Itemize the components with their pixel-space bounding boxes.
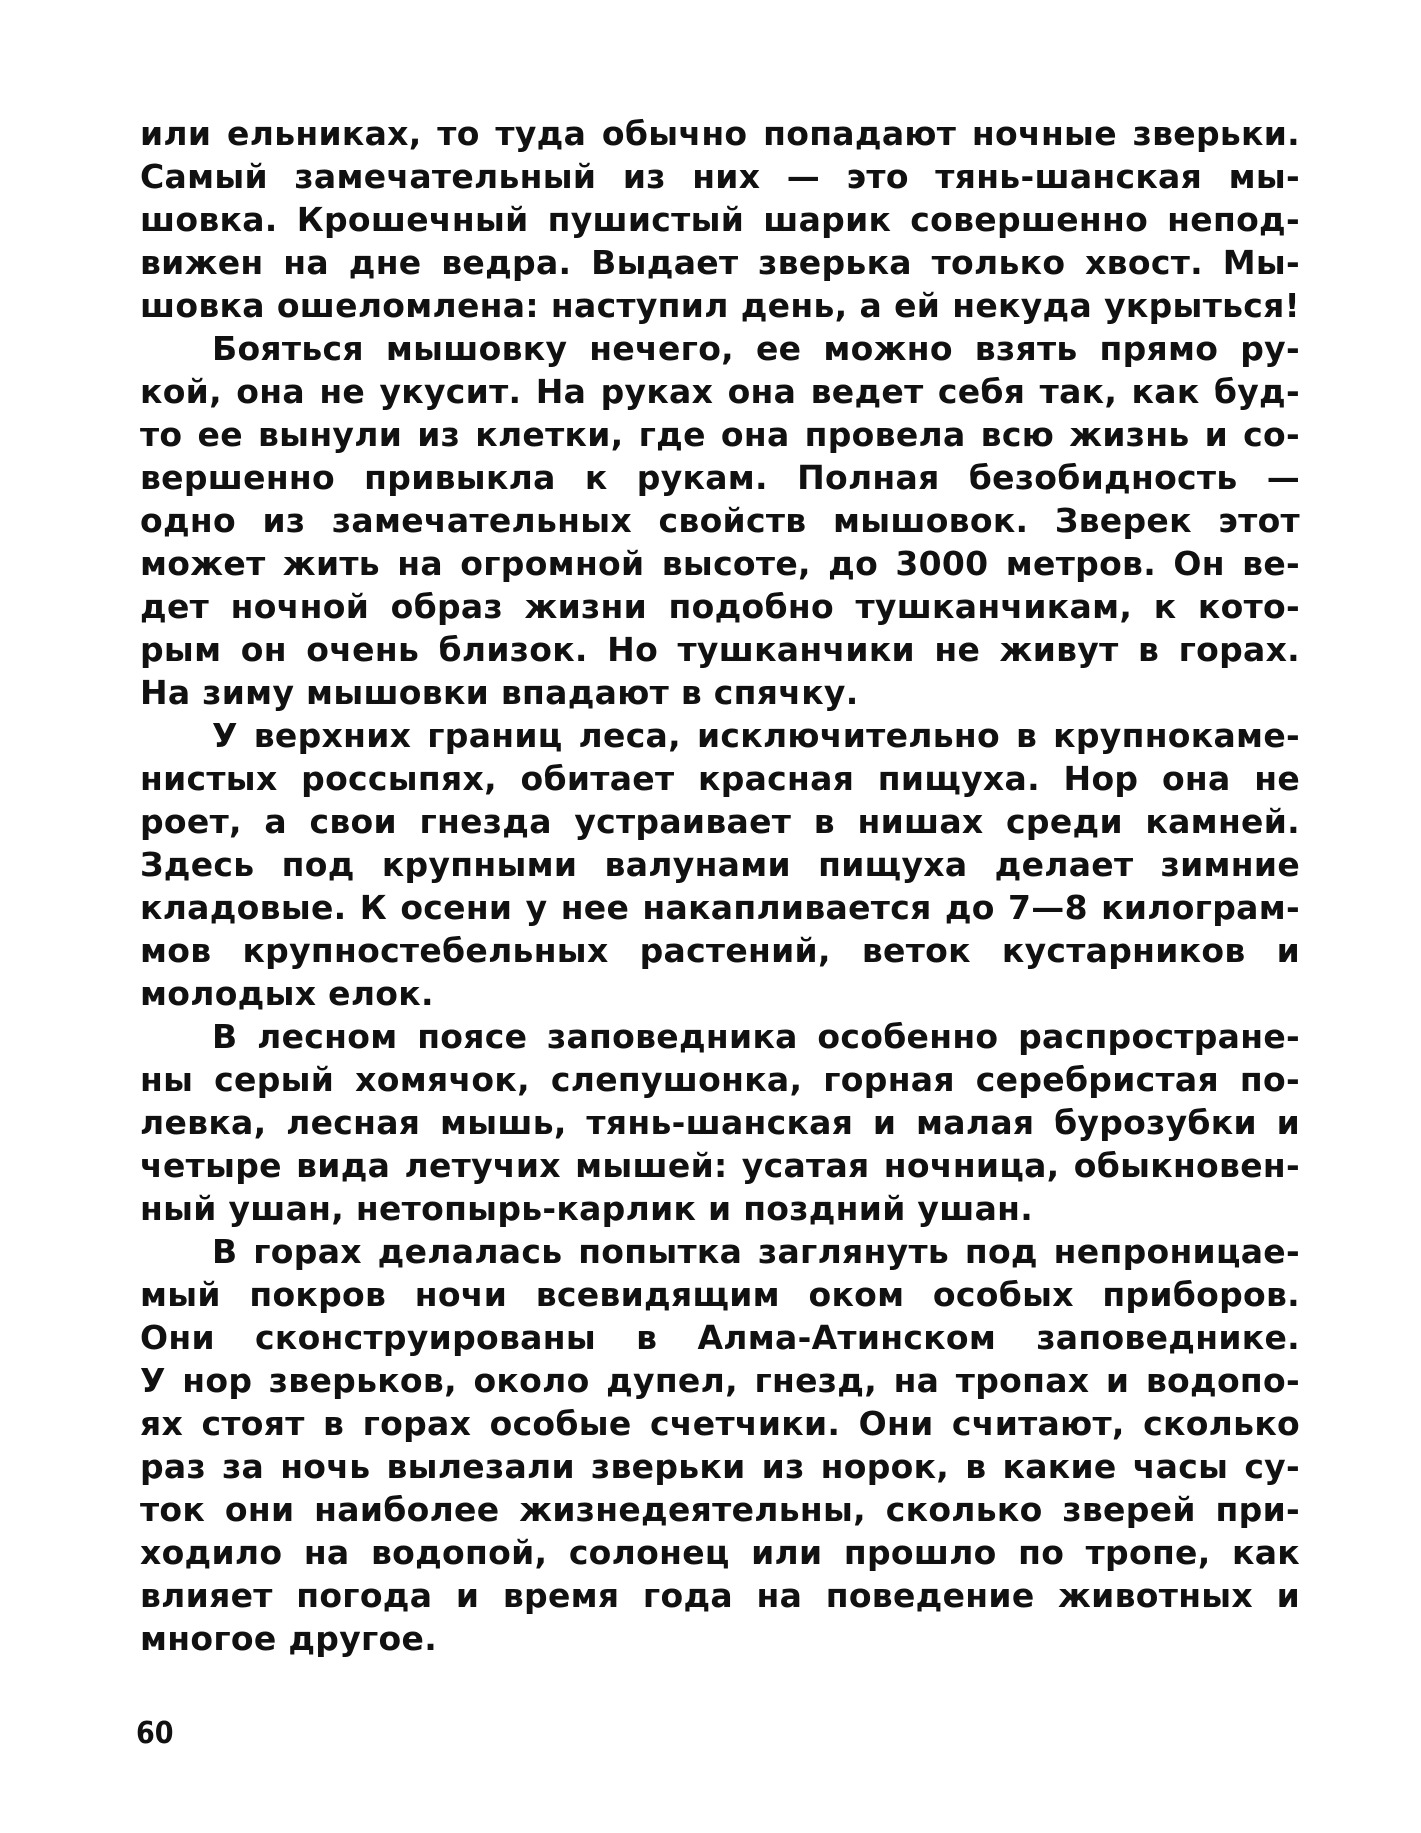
text-line: У нор зверьков, около дупел, гнезд, на тропах и водопо- [140,1361,1300,1400]
text-line: ток они наиболее жизнедеятельны, сколько зверей при- [140,1490,1300,1529]
text-line: ный ушан, нетопырь-карлик и поздний ушан. [140,1189,1034,1228]
text-line: вижен на дне ведра. Выдает зверька только хвост. Мы- [140,243,1300,282]
text-line: мов крупностебельных растений, веток кустарников и [140,931,1300,970]
text-line: роет, а свои гнезда устраивает в нишах среди камней. [140,802,1300,841]
text-line: рым он очень близок. Но тушканчики не живут в горах. [140,630,1300,669]
text-line: Здесь под крупными валунами пищуха делает зимние [140,845,1300,884]
body-text [140,112,1300,1660]
text-line: Они сконструированы в Алма-Атинском заповеднике. [140,1318,1300,1357]
text-line: кой, она не укусит. На руках она ведет себя так, как буд- [140,372,1300,411]
text-line: нистых россыпях, обитает красная пищуха. Нор она не [140,759,1300,798]
text-line: раз за ночь вылезали зверьки из норок, в какие часы су- [140,1447,1300,1486]
text-line: В горах делалась попытка заглянуть под непроницае- [212,1232,1300,1271]
text-line: шовка. Крошечный пушистый шарик совершенно непод- [140,200,1300,239]
text-line: то ее вынули из клетки, где она провела всю жизнь и со- [140,415,1300,454]
text-line: кладовые. К осени у нее накапливается до 7—8 килограм- [140,888,1300,927]
text-line: Бояться мышовку нечего, ее можно взять прямо ру- [212,329,1300,368]
text-line: На зиму мышовки впадают в спячку. [140,673,859,712]
text-line: ходило на водопой, солонец или прошло по тропе, как [140,1533,1300,1572]
text-line: вершенно привыкла к рукам. Полная безобидность — [140,458,1300,497]
text-line: четыре вида летучих мышей: усатая ночница, обыкновен- [140,1146,1300,1185]
text-line: или ельниках, то туда обычно попадают ночные зверьки. [140,114,1300,153]
text-line: левка, лесная мышь, тянь-шанская и малая бурозубки и [140,1103,1300,1142]
text-line: шовка ошеломлена: наступил день, а ей некуда укрыться! [140,286,1300,325]
text-line: может жить на огромной высоте, до 3000 метров. Он ве- [140,544,1300,583]
text-line: дет ночной образ жизни подобно тушканчикам, к кото- [140,587,1300,626]
text-line: ях стоят в горах особые счетчики. Они считают, сколько [140,1404,1300,1443]
text-line: В лесном поясе заповедника особенно распростране- [212,1017,1300,1056]
text-line: одно из замечательных свойств мышовок. Зверек этот [140,501,1300,540]
text-line: молодых елок. [140,974,434,1013]
text-line: У верхних границ леса, исключительно в крупнокаме- [212,716,1300,755]
text-line: ны серый хомячок, слепушонка, горная серебристая по- [140,1060,1300,1099]
text-line: влияет погода и время года на поведение животных и [140,1576,1300,1615]
text-line: мый покров ночи всевидящим оком особых приборов. [140,1275,1300,1314]
text-line: многое другое. [140,1619,438,1658]
page-number: 60 [136,1716,174,1751]
text-line: Самый замечательный из них — это тянь-шанская мы- [140,157,1300,196]
